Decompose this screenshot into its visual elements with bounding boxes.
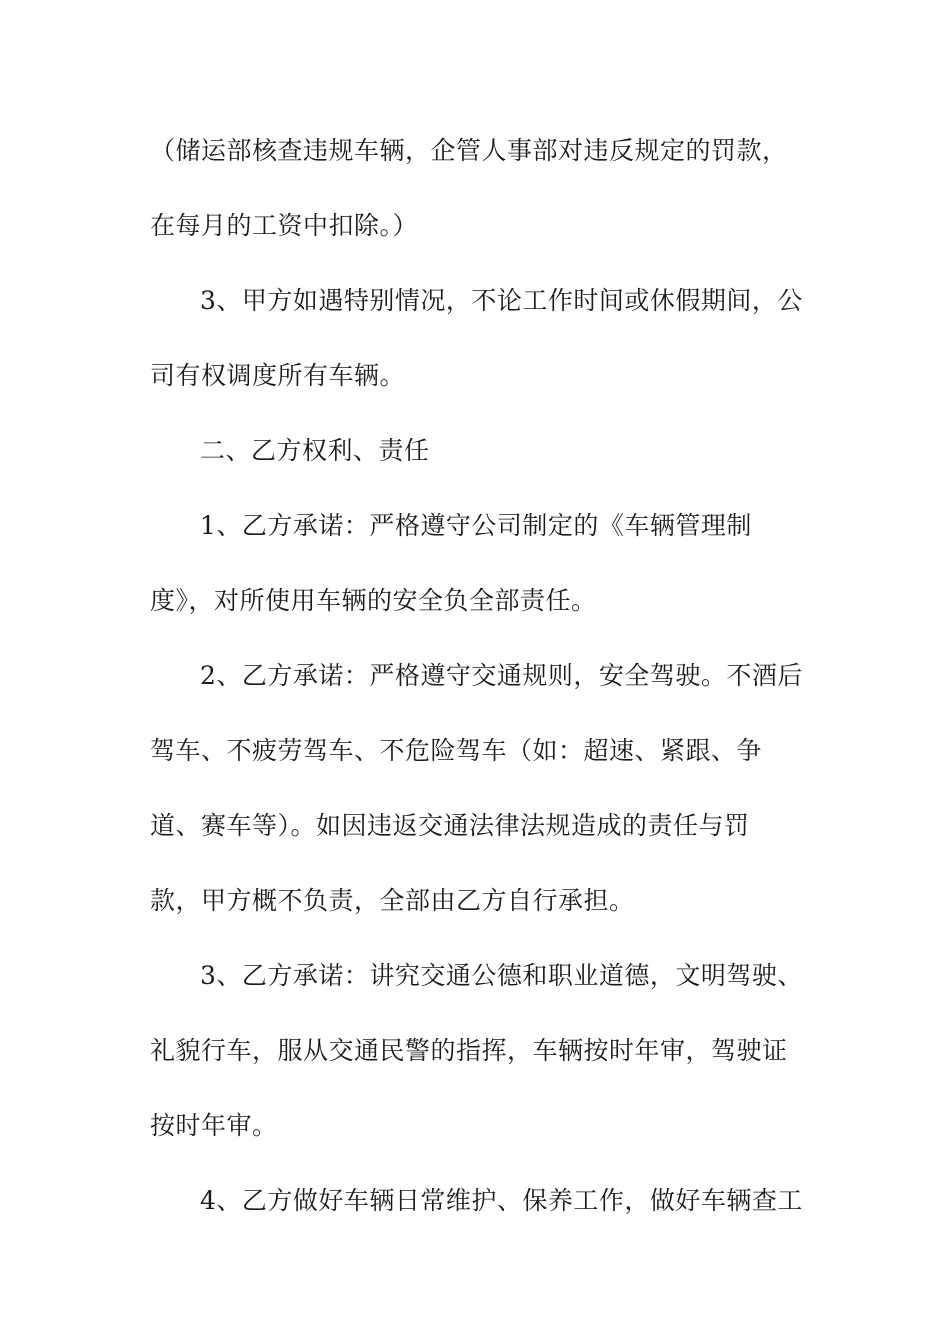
text-line-8: 2、乙方承诺：严格遵守交通规则，安全驾驶。不酒后: [200, 661, 803, 690]
text-line-15: 4、乙方做好车辆日常维护、保养工作，做好车辆查工: [200, 1186, 803, 1215]
text-line-10: 道、赛车等）。如因违返交通法律法规造成的责任与罚: [150, 811, 750, 840]
text-line-1: （储运部核查违规车辆，企管人事部对违反规定的罚款，: [150, 136, 788, 165]
section-heading: 二、乙方权利、责任: [200, 436, 430, 465]
text-line-3: 3、甲方如遇特别情况，不论工作时间或休假期间，公: [200, 286, 803, 315]
text-line-11: 款，甲方概不负责，全部由乙方自行承担。: [150, 886, 635, 915]
text-line-7: 度》，对所使用车辆的安全负全部责任。: [150, 586, 597, 615]
text-line-13: 礼貌行车，服从交通民警的指挥，车辆按时年审，驾驶证: [150, 1036, 788, 1065]
text-line-2: 在每月的工资中扣除。）: [150, 211, 419, 240]
text-line-9: 驾车、不疲劳驾车、不危险驾车（如：超速、紧跟、争: [150, 736, 763, 765]
text-line-12: 3、乙方承诺：讲究交通公德和职业道德，文明驾驶、: [200, 961, 803, 990]
text-line-14: 按时年审。: [150, 1111, 278, 1140]
text-line-6: 1、乙方承诺：严格遵守公司制定的《车辆管理制: [200, 511, 752, 540]
text-line-4: 司有权调度所有车辆。: [150, 361, 406, 390]
